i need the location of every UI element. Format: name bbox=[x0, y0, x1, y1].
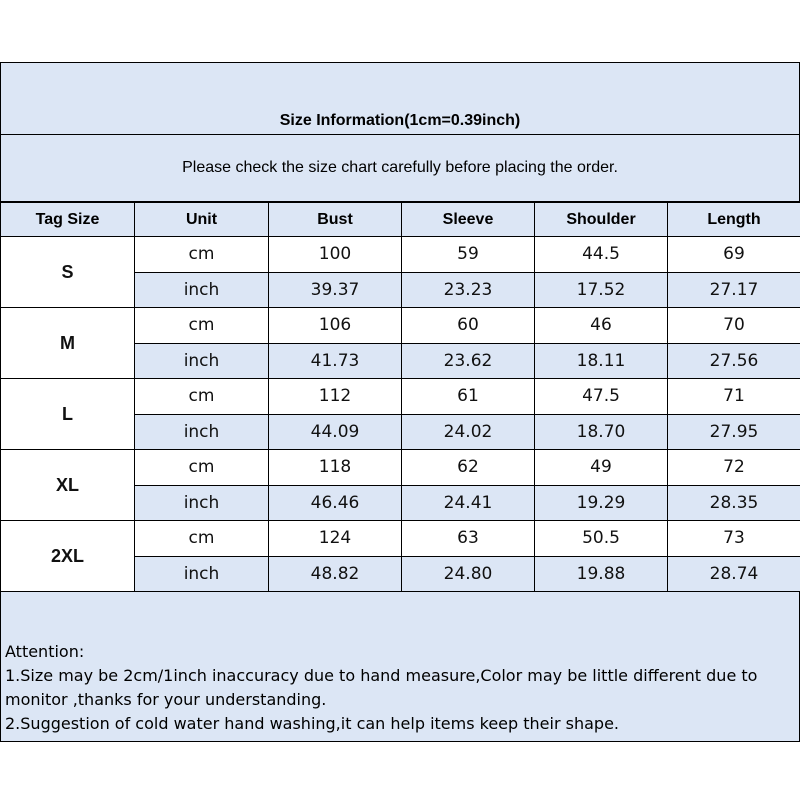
unit-cell: cm bbox=[135, 521, 269, 557]
notice-text: Please check the size chart carefully before placing the order. bbox=[182, 159, 618, 176]
header-bust: Bust bbox=[269, 203, 402, 237]
bust-cell: 100 bbox=[269, 237, 402, 273]
unit-cell: inch bbox=[135, 343, 269, 379]
sleeve-cell: 23.23 bbox=[402, 272, 535, 308]
sleeve-cell: 61 bbox=[402, 379, 535, 415]
length-cell: 28.74 bbox=[668, 556, 800, 592]
length-cell: 73 bbox=[668, 521, 800, 557]
bust-cell: 106 bbox=[269, 308, 402, 344]
attention-heading: Attention: bbox=[5, 642, 85, 661]
shoulder-cell: 19.29 bbox=[535, 485, 668, 521]
sleeve-cell: 24.02 bbox=[402, 414, 535, 450]
table-row bbox=[1, 450, 800, 486]
unit-cell: cm bbox=[135, 450, 269, 486]
shoulder-cell: 50.5 bbox=[535, 521, 668, 557]
sleeve-cell: 24.41 bbox=[402, 485, 535, 521]
notice-band bbox=[0, 135, 800, 202]
length-cell: 27.95 bbox=[668, 414, 800, 450]
shoulder-cell: 18.70 bbox=[535, 414, 668, 450]
sleeve-cell: 63 bbox=[402, 521, 535, 557]
length-cell: 72 bbox=[668, 450, 800, 486]
unit-cell: inch bbox=[135, 556, 269, 592]
table-row bbox=[1, 308, 800, 344]
size-table bbox=[0, 202, 800, 592]
chart-title: Size Information(1cm=0.39inch) bbox=[279, 112, 521, 129]
header-sleeve: Sleeve bbox=[402, 203, 535, 237]
tag-size-cell: 2XL bbox=[1, 521, 135, 592]
length-cell: 27.56 bbox=[668, 343, 800, 379]
unit-cell: cm bbox=[135, 237, 269, 273]
size-chart-sheet bbox=[0, 62, 800, 742]
unit-cell: inch bbox=[135, 485, 269, 521]
header-length: Length bbox=[668, 203, 800, 237]
tag-size-cell: XL bbox=[1, 450, 135, 521]
table-row bbox=[1, 521, 800, 557]
unit-cell: inch bbox=[135, 272, 269, 308]
bust-cell: 112 bbox=[269, 379, 402, 415]
attention-line-1: 1.Size may be 2cm/1inch inaccuracy due to hand measure,Color may be little different due to monitor ,thanks for your understanding. bbox=[5, 666, 758, 709]
attention-band bbox=[0, 592, 800, 742]
bust-cell: 48.82 bbox=[269, 556, 402, 592]
length-cell: 27.17 bbox=[668, 272, 800, 308]
sleeve-cell: 59 bbox=[402, 237, 535, 273]
bust-cell: 118 bbox=[269, 450, 402, 486]
length-cell: 28.35 bbox=[668, 485, 800, 521]
shoulder-cell: 44.5 bbox=[535, 237, 668, 273]
bust-cell: 46.46 bbox=[269, 485, 402, 521]
shoulder-cell: 47.5 bbox=[535, 379, 668, 415]
shoulder-cell: 46 bbox=[535, 308, 668, 344]
tag-size-cell: M bbox=[1, 308, 135, 379]
header-shoulder: Shoulder bbox=[535, 203, 668, 237]
shoulder-cell: 19.88 bbox=[535, 556, 668, 592]
length-cell: 71 bbox=[668, 379, 800, 415]
sleeve-cell: 24.80 bbox=[402, 556, 535, 592]
table-row bbox=[1, 237, 800, 273]
tag-size-cell: L bbox=[1, 379, 135, 450]
unit-cell: cm bbox=[135, 308, 269, 344]
header-row bbox=[1, 203, 800, 237]
bust-cell: 44.09 bbox=[269, 414, 402, 450]
unit-cell: cm bbox=[135, 379, 269, 415]
bust-cell: 124 bbox=[269, 521, 402, 557]
shoulder-cell: 17.52 bbox=[535, 272, 668, 308]
sleeve-cell: 62 bbox=[402, 450, 535, 486]
sleeve-cell: 23.62 bbox=[402, 343, 535, 379]
header-unit: Unit bbox=[135, 203, 269, 237]
tag-size-cell: S bbox=[1, 237, 135, 308]
length-cell: 69 bbox=[668, 237, 800, 273]
shoulder-cell: 49 bbox=[535, 450, 668, 486]
bust-cell: 39.37 bbox=[269, 272, 402, 308]
length-cell: 70 bbox=[668, 308, 800, 344]
bust-cell: 41.73 bbox=[269, 343, 402, 379]
attention-line-2: 2.Suggestion of cold water hand washing,it can help items keep their shape. bbox=[5, 714, 619, 733]
unit-cell: inch bbox=[135, 414, 269, 450]
sleeve-cell: 60 bbox=[402, 308, 535, 344]
shoulder-cell: 18.11 bbox=[535, 343, 668, 379]
table-row bbox=[1, 379, 800, 415]
title-band bbox=[0, 63, 800, 135]
header-tag-size: Tag Size bbox=[1, 203, 135, 237]
